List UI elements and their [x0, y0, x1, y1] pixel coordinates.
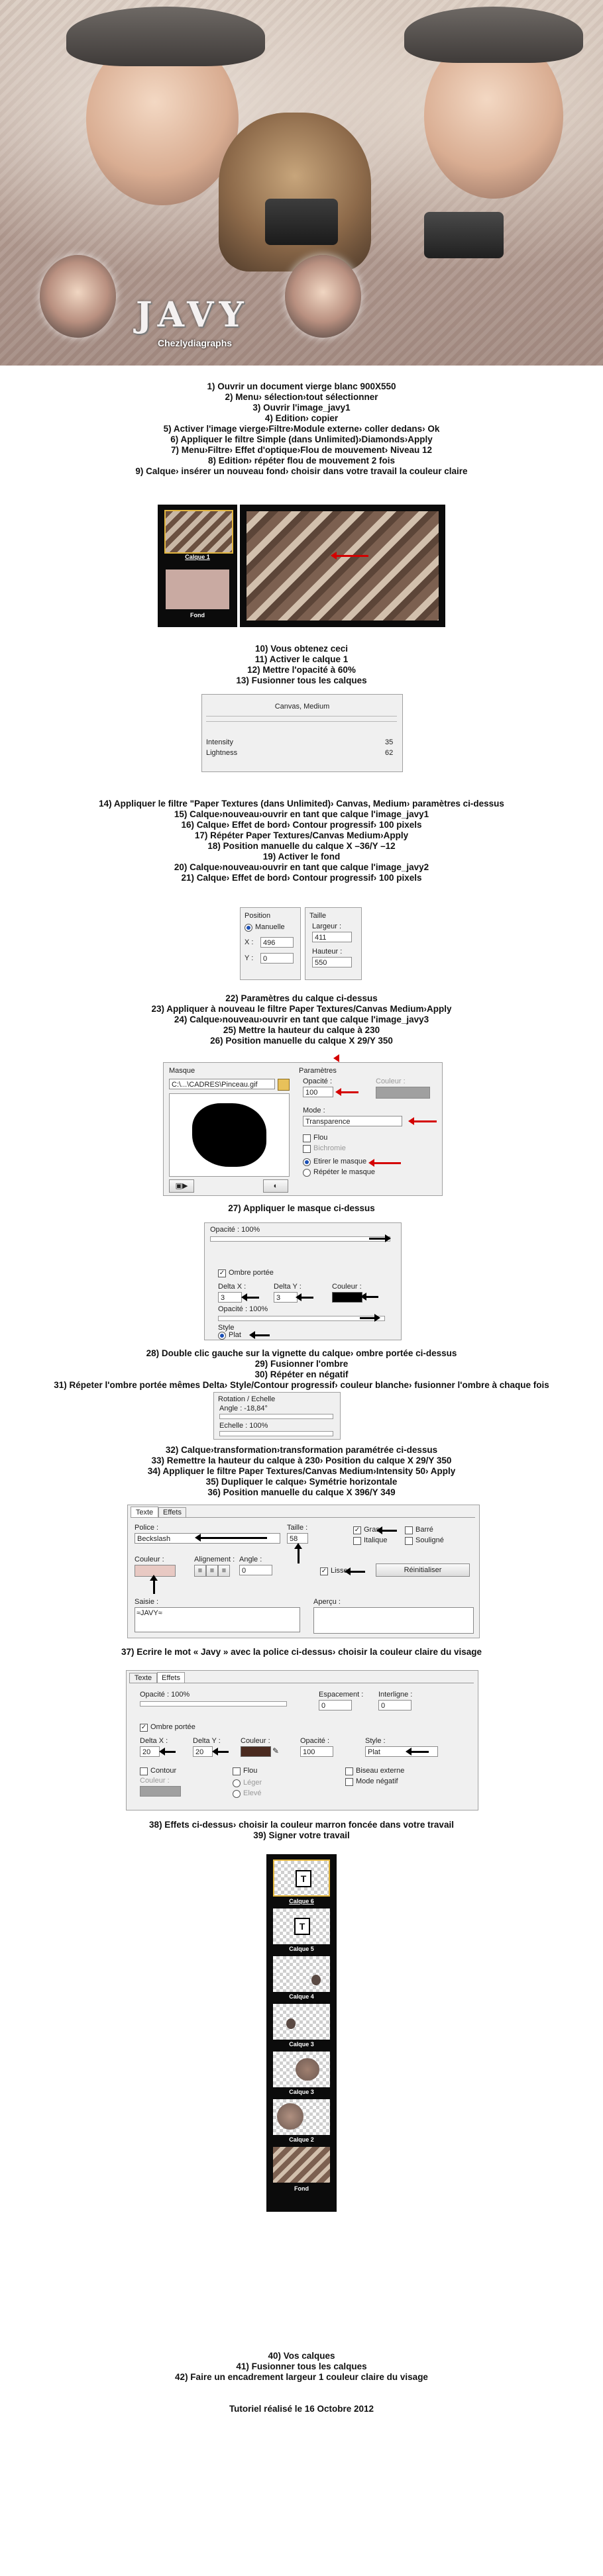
- layer-label-calque4: Calque 4: [289, 1993, 314, 2000]
- step-38: 38) Effets ci-dessus› choisir la couleur marron foncée dans votre travail: [149, 1820, 454, 1830]
- smooth-checkbox[interactable]: ✓: [321, 1567, 327, 1575]
- step-5: 5) Activer l'image vierge›Filtre›Module externe› coller dedans› Ok: [163, 424, 440, 434]
- step-28: 28) Double clic gauche sur la vignette du calque› ombre portée ci-dessus: [146, 1348, 457, 1358]
- effects-opacity2-label: Opacité :: [300, 1737, 330, 1745]
- shadow-panel-1: [204, 1222, 402, 1340]
- shadow1-color-swatch[interactable]: [332, 1292, 362, 1303]
- font-select[interactable]: Beckslash: [135, 1533, 280, 1544]
- rotation-panel: [213, 1392, 341, 1440]
- position-group: [240, 907, 301, 980]
- layer-label-calque6: Calque 6: [289, 1898, 314, 1905]
- small-portrait-left: [40, 255, 116, 338]
- red-arrow-opacity: [341, 1091, 358, 1093]
- steps-block-9: [0, 1820, 603, 1841]
- step-9: 9) Calque› insérer un nouveau fond› choisir dans votre travail la couleur claire: [135, 466, 468, 476]
- steps-block-1: [0, 381, 603, 477]
- layer-label-fond2: Fond: [294, 2185, 309, 2192]
- step-27: 27) Appliquer le masque ci-dessus: [228, 1203, 375, 1213]
- step-35: 35) Dupliquer le calque› Symétrie horizontale: [205, 1477, 398, 1487]
- strike-checkbox[interactable]: [405, 1526, 413, 1534]
- effects-dy-label: Delta Y :: [193, 1737, 221, 1745]
- lightness-value[interactable]: 62: [385, 749, 394, 757]
- rotation-group-label: Rotation / Echelle: [218, 1395, 276, 1403]
- effects-dialog: [126, 1670, 478, 1810]
- dog-image: [219, 113, 371, 272]
- step-6: 6) Appliquer le filtre Simple (dans Unlimited)›Diamonds›Apply: [170, 434, 433, 444]
- bichrome-checkbox[interactable]: [303, 1145, 311, 1153]
- mask-load-button[interactable]: ▣▶: [169, 1179, 194, 1193]
- layer-label-calque2: Calque 2: [289, 2136, 314, 2143]
- cap-left: [66, 7, 265, 66]
- effects-style-select[interactable]: Plat: [365, 1746, 438, 1757]
- tab-effects[interactable]: Effets: [158, 1507, 186, 1518]
- scale-slider[interactable]: [219, 1431, 333, 1436]
- canvas-medium-panel: [201, 694, 403, 772]
- effects-color-label: Couleur :: [241, 1737, 270, 1745]
- step-18: 18) Position manuelle du calque X –36/Y –12: [207, 841, 396, 851]
- small-portrait-right: [285, 255, 361, 338]
- stretch-label: Etirer le masque: [313, 1158, 367, 1165]
- steps-block-8: [0, 1647, 603, 1658]
- mask-shape: [192, 1103, 266, 1167]
- shadow1-dy-label: Delta Y :: [274, 1283, 302, 1291]
- effects-style-label: Style :: [365, 1737, 386, 1745]
- step-10: 10) Vous obtenez ceci: [254, 644, 349, 654]
- step-29: 29) Fusionner l'ombre: [254, 1359, 349, 1369]
- banner-logo: JAVY: [136, 295, 249, 335]
- layer-thumb-calque1[interactable]: [164, 510, 233, 554]
- step-30: 30) Répéter en négatif: [254, 1369, 349, 1379]
- align-label: Alignement :: [194, 1556, 235, 1563]
- contour-label: Contour: [150, 1767, 177, 1775]
- mask-mode-label: Mode :: [303, 1107, 325, 1115]
- layer-label-calque3: Calque 3: [289, 2041, 314, 2048]
- step-37: 37) Ecrire le mot « Javy » avec la police ci-dessus› choisir la couleur claire du visage: [121, 1647, 482, 1657]
- bichrome-label: Bichromie: [313, 1144, 346, 1152]
- shadow1-opacity-label: Opacité : 100%: [210, 1226, 260, 1234]
- step-31: 31) Répeter l'ombre portée mêmes Delta› Style/Contour progressif› couleur blanche› fusionner l'ombre à chaque fois: [54, 1380, 549, 1390]
- banner-image: [0, 0, 603, 366]
- layer-thumb-calque5[interactable]: [273, 1908, 330, 1944]
- step-23: 23) Appliquer à nouveau le filtre Paper Textures/Canvas Medium›Apply: [151, 1004, 452, 1014]
- blur-high-label: Elevé: [243, 1789, 262, 1797]
- leading-label: Interligne :: [378, 1691, 413, 1699]
- effects-opacity2-input[interactable]: 100: [300, 1746, 333, 1757]
- layer-label-calque1: Calque 1: [185, 554, 210, 560]
- steps-block-3: [0, 799, 603, 883]
- tab-text[interactable]: Texte: [131, 1507, 158, 1518]
- text-layer-icon: T: [296, 1870, 311, 1887]
- step-17: 17) Répéter Paper Textures/Canvas Medium›Apply: [194, 830, 409, 840]
- layer-thumb-calque4[interactable]: [273, 1956, 330, 1992]
- bold-checkbox[interactable]: ✓: [354, 1526, 360, 1534]
- effects-color2-swatch[interactable]: [140, 1786, 181, 1797]
- step-24: 24) Calque›nouveau›ouvrir en tant que calque l'image_javy3: [174, 1015, 429, 1024]
- scale-label: Echelle : 100%: [219, 1422, 268, 1430]
- blur-checkbox[interactable]: [303, 1134, 311, 1142]
- step-2: 2) Menu› sélection›tout sélectionner: [225, 392, 378, 402]
- effects-dx-label: Delta X :: [140, 1737, 168, 1745]
- mask-opacity-input[interactable]: 100: [303, 1087, 333, 1097]
- text-preview: [313, 1607, 474, 1634]
- align-left-button[interactable]: ≡: [194, 1565, 206, 1577]
- shadow1-style-label: Style: [218, 1324, 235, 1332]
- layer-label-calque5: Calque 5: [289, 1946, 314, 1952]
- effects-shadow-label: Ombre portée: [150, 1723, 195, 1731]
- mask-invert-button[interactable]: ◐: [263, 1179, 288, 1193]
- blur-effect-label: Flou: [243, 1767, 258, 1775]
- steps-block-6: [0, 1348, 603, 1391]
- step-19: 19) Activer le fond: [262, 852, 341, 862]
- size-group: [305, 907, 362, 980]
- step-4: 4) Edition› copier: [264, 413, 339, 423]
- step-32: 32) Calque›transformation›transformation paramétrée ci-dessus: [165, 1445, 438, 1455]
- layer-thumb-calque3b[interactable]: [273, 2052, 330, 2087]
- size-input[interactable]: 58: [287, 1533, 308, 1544]
- red-arrow-stretch: [374, 1162, 401, 1164]
- input-label: Saisie :: [135, 1598, 159, 1606]
- text-layer-icon: T: [294, 1918, 310, 1935]
- shadow1-dy-input[interactable]: 3: [274, 1292, 298, 1303]
- effects-dx-input[interactable]: 20: [140, 1746, 160, 1757]
- layer-thumb-calque3[interactable]: [273, 2004, 330, 2040]
- lightness-label: Lightness: [206, 749, 238, 757]
- width-input[interactable]: 411: [312, 932, 352, 942]
- step-8: 8) Edition› répéter flou de mouvement 2 fois: [207, 456, 396, 466]
- banner-credit: Chezlydiagraphs: [158, 338, 233, 348]
- effects-tab-effects[interactable]: Effets: [157, 1672, 185, 1683]
- mask-group-label: Masque: [169, 1067, 195, 1075]
- mask-mode-select[interactable]: Transparence: [303, 1116, 402, 1126]
- angle-text-label: Angle :: [239, 1556, 262, 1563]
- reset-button[interactable]: Réinitialiser: [376, 1563, 470, 1577]
- layers-panel-2: [266, 1854, 337, 2212]
- blur-high-radio[interactable]: [233, 1790, 241, 1798]
- footer: [0, 2404, 603, 2414]
- step-40: 40) Vos calques: [268, 2351, 335, 2361]
- position-group-label: Position: [245, 912, 271, 920]
- strike-label: Barré: [415, 1526, 433, 1534]
- step-14: 14) Appliquer le filtre "Paper Textures (dans Unlimited)› Canvas, Medium› paramètres ci-dessus: [99, 799, 504, 809]
- layer-thumb-fond[interactable]: [166, 570, 229, 609]
- cap-right: [404, 7, 583, 63]
- camera-image: [265, 199, 338, 245]
- layer-thumb-calque2[interactable]: [273, 2099, 330, 2135]
- repeat-label: Répéter le masque: [313, 1168, 375, 1176]
- step-33: 33) Remettre la hauteur du calque à 230› Position du calque X 29/Y 350: [151, 1456, 452, 1465]
- steps-block-10: [0, 2351, 603, 2383]
- y-label: Y :: [245, 954, 254, 962]
- align-right-button[interactable]: ≡: [218, 1565, 230, 1577]
- blur-label: Flou: [313, 1134, 328, 1142]
- step-16: 16) Calque› Effet de bord› Contour progressif› 100 pixels: [181, 820, 422, 830]
- shadow1-dx-label: Delta X :: [218, 1283, 247, 1291]
- smooth-label: Lisser: [331, 1567, 351, 1575]
- step-42: 42) Faire un encadrement largeur 1 couleur claire du visage: [175, 2372, 428, 2382]
- step-3: 3) Ouvrir l'image_javy1: [252, 403, 351, 413]
- manual-label: Manuelle: [255, 923, 285, 931]
- shadow1-flat-radio[interactable]: [218, 1332, 226, 1340]
- layer-thumb-fond2[interactable]: [273, 2147, 330, 2183]
- x-label: X :: [245, 938, 254, 946]
- shadow1-checkbox[interactable]: ✓: [219, 1269, 225, 1277]
- params-group-label: Paramètres: [299, 1067, 337, 1075]
- step-25: 25) Mettre la hauteur du calque à 230: [223, 1025, 380, 1035]
- folder-icon[interactable]: [278, 1079, 290, 1091]
- step-11: 11) Activer le calque 1: [254, 654, 349, 664]
- canvas-title: Canvas, Medium: [274, 703, 330, 711]
- camera-image-right: [424, 212, 504, 258]
- underline-label: Souligné: [415, 1536, 444, 1544]
- steps-block-2: [0, 644, 603, 686]
- mask-path-field[interactable]: C:\...\CADRES\Pinceau.gif: [169, 1079, 275, 1089]
- blur-low-label: Léger: [243, 1779, 262, 1787]
- effects-opacity-label: Opacité : 100%: [140, 1691, 190, 1699]
- step-1: 1) Ouvrir un document vierge blanc 900X550: [207, 381, 396, 391]
- preview-label: Aperçu :: [313, 1598, 341, 1606]
- step-7: 7) Menu›Filtre› Effet d'optique›Flou de mouvement› Niveau 12: [171, 445, 432, 455]
- x-input[interactable]: 496: [260, 937, 294, 948]
- spacing-label: Espacement :: [319, 1691, 364, 1699]
- mask-preview: [169, 1093, 290, 1177]
- spacing-input[interactable]: 0: [319, 1700, 352, 1710]
- contour-checkbox[interactable]: [140, 1767, 148, 1775]
- angle-label: Angle : -18,84°: [219, 1405, 268, 1412]
- leading-input[interactable]: 0: [378, 1700, 411, 1710]
- width-label: Largeur :: [312, 922, 342, 930]
- height-input[interactable]: 550: [312, 957, 352, 967]
- step-34: 34) Appliquer le filtre Paper Textures/Canvas Medium›Intensity 50› Apply: [147, 1466, 456, 1476]
- bold-label: Gras: [364, 1526, 380, 1534]
- effects-dy-input[interactable]: 20: [193, 1746, 213, 1757]
- eyedropper-icon[interactable]: ✎: [272, 1746, 280, 1756]
- manual-radio[interactable]: [245, 924, 252, 932]
- blur-result-image: [247, 511, 439, 620]
- shadow1-label: Ombre portée: [229, 1269, 274, 1277]
- shadow1-flat-label: Plat: [229, 1331, 241, 1339]
- step-15: 15) Calque›nouveau›ouvrir en tant que calque l'image_javy1: [174, 809, 429, 819]
- steps-block-4: [0, 993, 603, 1046]
- mask-dialog: [163, 1062, 443, 1196]
- result-preview-1: [240, 505, 445, 627]
- italic-label: Italique: [364, 1536, 388, 1544]
- angle-text-input[interactable]: 0: [239, 1565, 272, 1575]
- steps-block-7: [0, 1445, 603, 1498]
- effects-opacity-slider[interactable]: [140, 1701, 287, 1707]
- layer-label-calque3b: Calque 3: [289, 2089, 314, 2095]
- intensity-value[interactable]: 35: [385, 738, 394, 746]
- steps-block-5: [0, 1203, 603, 1214]
- shadow1-opacity-slider[interactable]: [210, 1236, 390, 1242]
- step-13: 13) Fusionner tous les calques: [236, 675, 367, 685]
- step-41: 41) Fusionner tous les calques: [236, 2361, 367, 2371]
- mask-opacity-label: Opacité :: [303, 1077, 333, 1085]
- step-21: 21) Calque› Effet de bord› Contour progressif› 100 pixels: [181, 873, 422, 883]
- blur-effect-checkbox[interactable]: [233, 1767, 241, 1775]
- y-input[interactable]: 0: [260, 953, 294, 964]
- red-arrow-mode: [414, 1120, 437, 1122]
- text-color-label: Couleur :: [135, 1556, 164, 1563]
- footer-text: Tutoriel réalisé le 16 Octobre 2012: [229, 2404, 374, 2414]
- bevel-label: Biseau externe: [356, 1767, 405, 1775]
- intensity-label: Intensity: [206, 738, 233, 746]
- size-group-label: Taille: [309, 912, 327, 920]
- mask-color-swatch[interactable]: [376, 1087, 430, 1099]
- step-22: 22) Paramètres du calque ci-dessus: [225, 993, 378, 1003]
- stretch-radio[interactable]: [303, 1158, 311, 1166]
- negative-checkbox[interactable]: [345, 1778, 353, 1786]
- effects-color-swatch[interactable]: [241, 1746, 271, 1757]
- layer-thumb-calque6[interactable]: [273, 1859, 330, 1897]
- effects-shadow-checkbox[interactable]: ✓: [140, 1724, 147, 1731]
- text-input-area[interactable]: ≈JAVY≈: [135, 1607, 300, 1632]
- negative-label: Mode négatif: [356, 1777, 398, 1785]
- shadow1-color-label: Couleur :: [332, 1283, 362, 1291]
- size-label: Taille :: [287, 1524, 308, 1532]
- effects-tab-text[interactable]: Texte: [129, 1673, 157, 1683]
- bevel-checkbox[interactable]: [345, 1767, 353, 1775]
- layers-panel-1: [158, 505, 237, 627]
- repeat-radio[interactable]: [303, 1169, 311, 1177]
- shadow1-dx-input[interactable]: 3: [218, 1292, 242, 1303]
- blur-low-radio[interactable]: [233, 1779, 241, 1787]
- step-26: 26) Position manuelle du calque X 29/Y 350: [210, 1036, 393, 1046]
- text-dialog: [127, 1505, 480, 1638]
- step-39: 39) Signer votre travail: [253, 1830, 350, 1840]
- red-arrow-pointer: [337, 555, 368, 557]
- layer-label-fond: Fond: [190, 612, 205, 619]
- angle-slider[interactable]: [219, 1414, 333, 1419]
- underline-checkbox[interactable]: [405, 1537, 413, 1545]
- step-36: 36) Position manuelle du calque X 396/Y 349: [207, 1487, 396, 1497]
- height-label: Hauteur :: [312, 948, 343, 956]
- effects-color2-label: Couleur :: [140, 1777, 170, 1785]
- step-12: 12) Mettre l'opacité à 60%: [247, 665, 356, 675]
- shadow1-opacity2-label: Opacité : 100%: [218, 1305, 268, 1313]
- step-20: 20) Calque›nouveau›ouvrir en tant que calque l'image_javy2: [174, 862, 429, 872]
- mask-color-label: Couleur :: [376, 1077, 406, 1085]
- align-center-button[interactable]: ≡: [206, 1565, 218, 1577]
- italic-checkbox[interactable]: [353, 1537, 361, 1545]
- font-label: Police :: [135, 1524, 159, 1532]
